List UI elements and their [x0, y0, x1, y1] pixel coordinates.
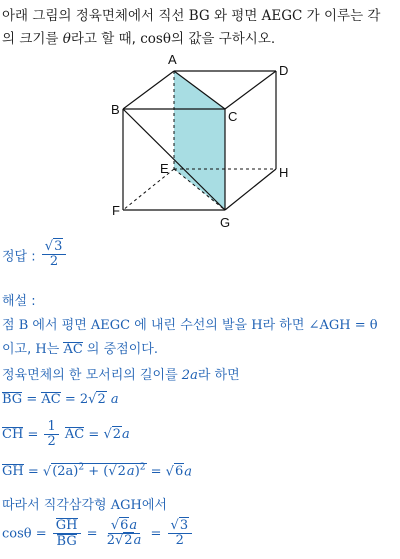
- equation-cos-theta: cosθ = $\frac{GH}{BG}$ = $\frac{√6a}{2√2a}$ = $\frac{√3}{2}$: [2, 518, 194, 550]
- vertex-label-e: E: [160, 161, 169, 176]
- vertex-label-b: B: [111, 102, 120, 117]
- solution-line-2: 이고, H는 AC 의 중점이다.: [2, 342, 158, 357]
- answer-line: [2, 240, 68, 270]
- vertex-label-h: H: [279, 165, 289, 180]
- problem-text: 가 이루는 각: [302, 8, 381, 24]
- solution-line-3: 정육면체의 한 모서리의 길이를 2a라 하면: [2, 368, 240, 383]
- answer-fraction: $\frac{√3}{2}$: [42, 240, 67, 270]
- equation-bg-ac: BG = AC = 2√2 a: [2, 392, 119, 407]
- math-bg: BG: [188, 8, 210, 24]
- math-cos-theta: cosθ: [140, 31, 171, 47]
- problem-text: 와 평면: [209, 8, 262, 24]
- equation-ch: CH = $\frac{1}{2}$ AC = √2a: [2, 419, 130, 450]
- problem-line-1: [2, 4, 380, 24]
- math-theta: θ: [62, 31, 71, 47]
- vertex-label-a: A: [168, 52, 177, 67]
- solution-label: 해설 :: [2, 294, 36, 309]
- problem-text: 의 값을 구하시오.: [170, 31, 276, 47]
- vertex-label-g: G: [220, 215, 231, 230]
- solution-line-1: 점 B 에서 평면 AEGC 에 내린 수선의 발을 H라 하면 ∠AGH = θ: [2, 318, 378, 333]
- problem-text: 라고 할 때,: [70, 31, 141, 47]
- math-aegc: AEGC: [261, 8, 303, 24]
- fraction-one-half: $\frac{1}{2}$: [44, 420, 58, 450]
- vertex-label-d: D: [279, 63, 289, 78]
- vertex-label-c: C: [228, 109, 238, 124]
- vertex-label-f: F: [112, 203, 120, 218]
- problem-text: 아래 그림의 정육면체에서 직선: [2, 8, 189, 24]
- fraction-root3-over-2: $\frac{√3}{2}$: [168, 519, 193, 549]
- fraction-gh-bg: $\frac{GH}{BG}$: [53, 518, 81, 550]
- equation-gh: GH = $√(2a)^2 + (√2a)^2 = √6a$: [2, 463, 193, 480]
- problem-text: 의 크기를: [2, 31, 63, 47]
- problem-line-2: [2, 27, 275, 47]
- fraction-root6a: $\frac{√6a}{2√2a}$: [106, 518, 142, 549]
- solution-line-4: 따라서 직각삼각형 AGH에서: [2, 498, 167, 513]
- answer-label: 정답 :: [2, 249, 36, 265]
